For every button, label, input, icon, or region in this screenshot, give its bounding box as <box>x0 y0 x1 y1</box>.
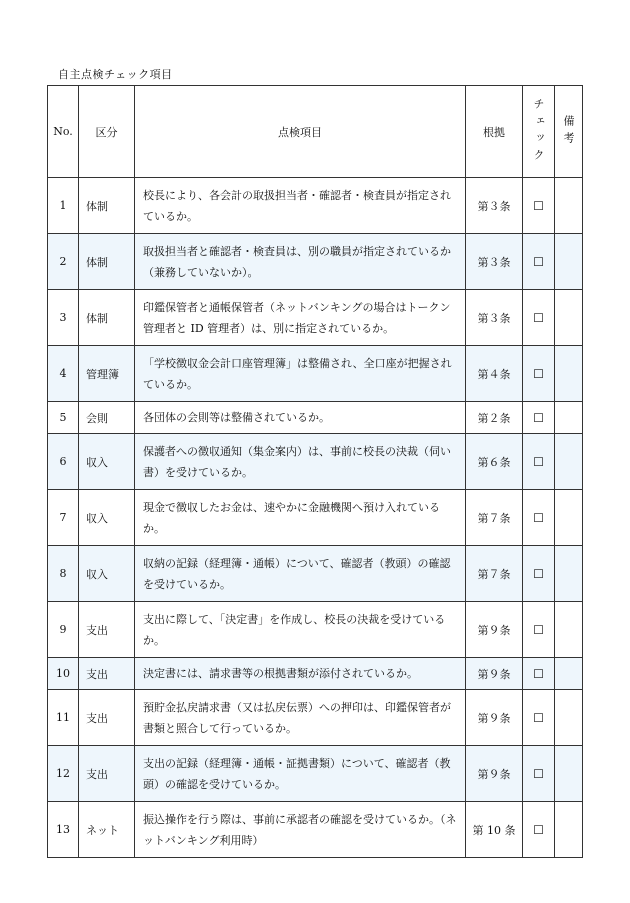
row-no: 11 <box>48 690 79 746</box>
row-no: 13 <box>48 802 79 858</box>
row-category: 会則 <box>79 402 135 434</box>
row-no: 9 <box>48 602 79 658</box>
row-checkbox[interactable]: ☐ <box>523 402 555 434</box>
document-title: 自主点検チェック項目 <box>58 68 173 81</box>
header-note-label: 備考 <box>562 114 575 149</box>
row-item: 校長により、各会計の取扱担当者・確認者・検査員が指定されているか。 <box>135 178 466 234</box>
row-no: 8 <box>48 546 79 602</box>
row-checkbox[interactable]: ☐ <box>523 434 555 490</box>
row-item: 各団体の会則等は整備されているか。 <box>135 402 466 434</box>
row-basis: 第 10 条 <box>466 802 523 858</box>
row-note <box>555 658 583 690</box>
row-basis: 第９条 <box>466 746 523 802</box>
header-no: No. <box>48 86 79 178</box>
row-note <box>555 690 583 746</box>
row-item: 印鑑保管者と通帳保管者（ネットバンキングの場合はトークン管理者と ID 管理者）は、別に指定されているか。 <box>135 290 466 346</box>
row-checkbox[interactable]: ☐ <box>523 234 555 290</box>
row-category: 支出 <box>79 658 135 690</box>
row-note <box>555 802 583 858</box>
row-no: 2 <box>48 234 79 290</box>
row-no: 4 <box>48 346 79 402</box>
row-item: 支出に際して、「決定書」を作成し、校長の決裁を受けているか。 <box>135 602 466 658</box>
header-check-label: チェック <box>532 97 545 166</box>
table-row <box>48 802 583 858</box>
row-no: 10 <box>48 658 79 690</box>
row-no: 5 <box>48 402 79 434</box>
row-basis: 第９条 <box>466 658 523 690</box>
table-row <box>48 402 583 434</box>
table-row <box>48 746 583 802</box>
table-row <box>48 658 583 690</box>
row-basis: 第３条 <box>466 290 523 346</box>
row-no: 12 <box>48 746 79 802</box>
row-checkbox[interactable]: ☐ <box>523 178 555 234</box>
table-row <box>48 490 583 546</box>
row-basis: 第３条 <box>466 178 523 234</box>
row-note <box>555 234 583 290</box>
table-row <box>48 434 583 490</box>
row-basis: 第９条 <box>466 602 523 658</box>
row-no: 3 <box>48 290 79 346</box>
row-item: 「学校徴収金会計口座管理簿」は整備され、全口座が把握されているか。 <box>135 346 466 402</box>
row-checkbox[interactable]: ☐ <box>523 746 555 802</box>
row-note <box>555 746 583 802</box>
row-note <box>555 602 583 658</box>
row-category: 支出 <box>79 690 135 746</box>
row-category: 収入 <box>79 546 135 602</box>
row-category: 体制 <box>79 234 135 290</box>
table-row <box>48 690 583 746</box>
row-checkbox[interactable]: ☐ <box>523 290 555 346</box>
row-checkbox[interactable]: ☐ <box>523 546 555 602</box>
row-item: 取扱担当者と確認者・検査員は、別の職員が指定されているか（兼務していないか）。 <box>135 234 466 290</box>
row-basis: 第６条 <box>466 434 523 490</box>
checklist-table <box>47 85 583 858</box>
row-item: 現金で徴収したお金は、速やかに金融機関へ預け入れているか。 <box>135 490 466 546</box>
row-no: 7 <box>48 490 79 546</box>
row-category: 支出 <box>79 746 135 802</box>
row-basis: 第４条 <box>466 346 523 402</box>
row-basis: 第７条 <box>466 490 523 546</box>
row-basis: 第７条 <box>466 546 523 602</box>
row-item: 収納の記録（経理簿・通帳）について、確認者（教頭）の確認を受けているか。 <box>135 546 466 602</box>
row-category: 体制 <box>79 178 135 234</box>
row-checkbox[interactable]: ☐ <box>523 490 555 546</box>
row-note <box>555 434 583 490</box>
row-category: 収入 <box>79 434 135 490</box>
row-category: 体制 <box>79 290 135 346</box>
header-check <box>523 86 555 178</box>
table-row <box>48 546 583 602</box>
row-note <box>555 178 583 234</box>
row-checkbox[interactable]: ☐ <box>523 602 555 658</box>
header-row <box>48 86 583 178</box>
header-basis: 根拠 <box>466 86 523 178</box>
table-row <box>48 234 583 290</box>
row-basis: 第２条 <box>466 402 523 434</box>
row-note <box>555 546 583 602</box>
row-no: 1 <box>48 178 79 234</box>
row-category: ネット <box>79 802 135 858</box>
row-item: 保護者への徴収通知（集金案内）は、事前に校長の決裁（伺い書）を受けているか。 <box>135 434 466 490</box>
table-row <box>48 346 583 402</box>
row-category: 収入 <box>79 490 135 546</box>
header-note <box>555 86 583 178</box>
row-note <box>555 490 583 546</box>
row-checkbox[interactable]: ☐ <box>523 690 555 746</box>
table-row <box>48 178 583 234</box>
row-item: 決定書には、請求書等の根拠書類が添付されているか。 <box>135 658 466 690</box>
row-checkbox[interactable]: ☐ <box>523 802 555 858</box>
row-checkbox[interactable]: ☐ <box>523 346 555 402</box>
row-item: 預貯金払戻請求書（又は払戻伝票）への押印は、印鑑保管者が書類と照合して行っているか。 <box>135 690 466 746</box>
row-note <box>555 346 583 402</box>
row-note <box>555 290 583 346</box>
row-basis: 第９条 <box>466 690 523 746</box>
header-item: 点検項目 <box>135 86 466 178</box>
row-basis: 第３条 <box>466 234 523 290</box>
row-category: 支出 <box>79 602 135 658</box>
row-no: 6 <box>48 434 79 490</box>
table-row <box>48 602 583 658</box>
row-item: 振込操作を行う際は、事前に承認者の確認を受けているか。（ネットバンキング利用時） <box>135 802 466 858</box>
row-category: 管理簿 <box>79 346 135 402</box>
row-checkbox[interactable]: ☐ <box>523 658 555 690</box>
row-note <box>555 402 583 434</box>
header-category: 区分 <box>79 86 135 178</box>
row-item: 支出の記録（経理簿・通帳・証拠書類）について、確認者（教頭）の確認を受けているか。 <box>135 746 466 802</box>
table-row <box>48 290 583 346</box>
